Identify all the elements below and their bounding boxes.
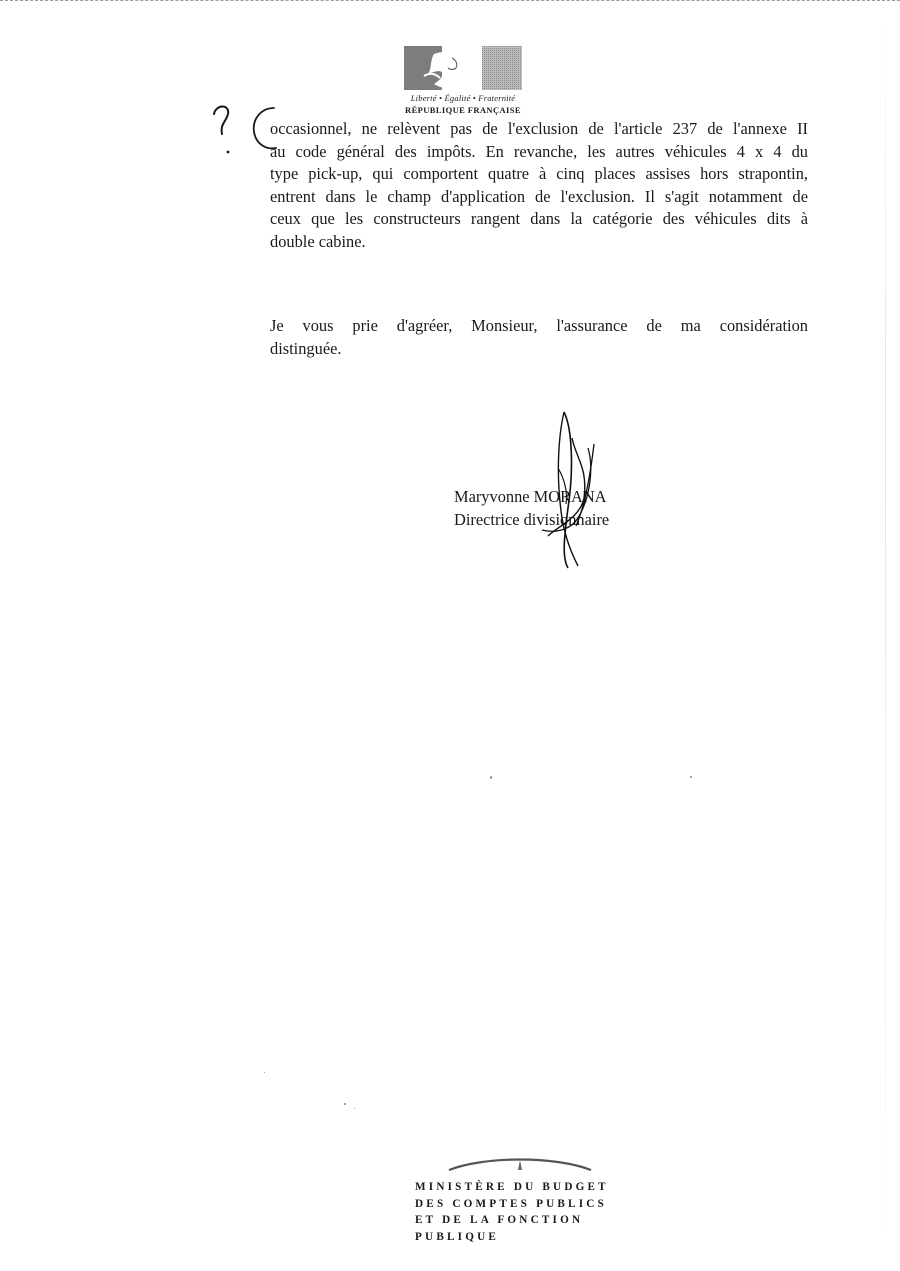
ministry-line: MINISTÈRE DU BUDGET: [415, 1181, 609, 1193]
ministry-arc-emblem-icon: [445, 1150, 595, 1174]
handwritten-question-mark-annotation: [200, 100, 280, 160]
republic-motto: Liberté • Égalité • Fraternité: [410, 93, 516, 103]
paragraph-line: double cabine.: [270, 231, 366, 251]
scan-speck: [264, 1072, 265, 1073]
ministry-footer: [380, 1150, 660, 1245]
ministry-line: DES COMPTES PUBLICS: [415, 1197, 607, 1210]
paragraph-line: distinguée.: [270, 338, 342, 358]
signer-name: Maryvonne MORANA: [454, 487, 607, 506]
paragraph-line: Je vous prie d'agréer, Monsieur, l'assurance de ma considération: [270, 316, 808, 335]
scan-speck: [344, 1103, 346, 1105]
paragraph-line: entrent dans le champ d'application de l'exclusion. Il s'agit notamment de: [270, 186, 808, 206]
republic-name: RÉPUBLIQUE FRANÇAISE: [405, 105, 521, 115]
paragraph-line: occasionnel, ne relèvent pas de l'exclusion de l'article 237 de l'annexe II: [270, 119, 808, 138]
signer-title: Directrice divisionnaire: [454, 510, 610, 529]
scan-right-edge: [885, 0, 886, 1271]
scan-top-edge: [0, 0, 900, 3]
scan-speck: [490, 776, 492, 779]
scan-speck: [354, 1108, 355, 1109]
ministry-line: ET DE LA FONCTION PUBLIQUE: [415, 1214, 584, 1243]
republic-logo: [398, 46, 528, 115]
paragraph-line: au code général des impôts. En revanche, les autres véhicules 4 x 4 du: [270, 141, 808, 161]
body-paragraph-1: [270, 118, 808, 254]
paragraph-line: ceux que les constructeurs rangent dans la catégorie des véhicules dits à: [270, 209, 808, 229]
scan-speck: [690, 776, 692, 778]
marianne-emblem-icon: [404, 46, 522, 90]
closing-paragraph: [270, 315, 808, 360]
paragraph-line: type pick-up, qui comportent quatre à cinq places assises hors strapontin,: [270, 164, 808, 184]
handwritten-signature-icon: [528, 408, 618, 573]
